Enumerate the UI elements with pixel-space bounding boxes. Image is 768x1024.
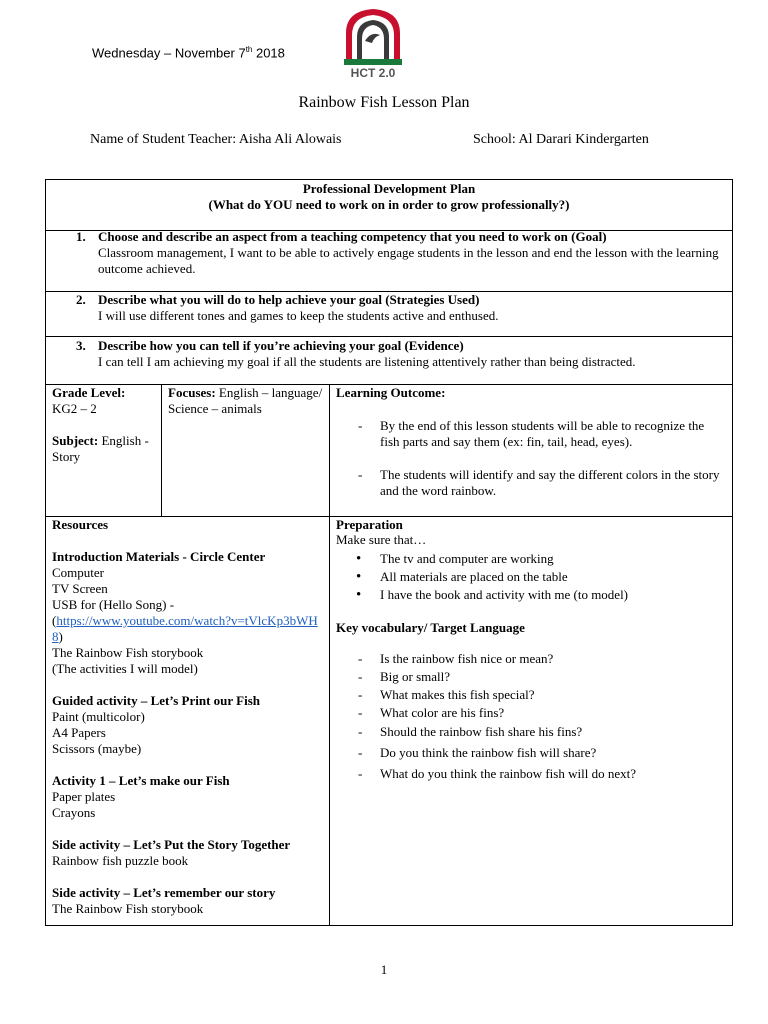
preparation-cell [330, 517, 732, 925]
pdp-item-title: Describe what you will do to help achieve your goal (Strategies Used) [98, 292, 480, 307]
side-activity1-heading: Side activity – Let’s Put the Story Together [52, 837, 291, 852]
pdp-item-goal [45, 230, 733, 292]
resource-item: A4 Papers [52, 725, 106, 740]
pdp-subheading: (What do YOU need to work on in order to grow professionally?) [208, 197, 570, 212]
focuses-cell [162, 385, 330, 516]
pdp-item-title: Choose and describe an aspect from a teaching competency that you need to work on (Goal) [98, 229, 607, 244]
vocabulary-item: - What makes this fish special? [336, 686, 726, 704]
resource-item: TV Screen [52, 581, 108, 596]
subject-value: English - Story [52, 433, 149, 464]
student-teacher-name: Name of Student Teacher: Aisha Ali Alowais [90, 132, 342, 147]
pdp-item-number: 2. [76, 292, 86, 307]
pdp-header [45, 179, 733, 231]
pdp-item-text: I can tell I am achieving my goal if all the students are listening attentively rather than being distracted. [98, 354, 636, 369]
outcome-list [336, 418, 726, 499]
focuses-value: English – language/ Science – animals [168, 385, 323, 416]
resources-heading: Resources [52, 517, 109, 532]
outcome-item: - By the end of this lesson students will be able to recognize the fish parts and say them (ex: fin, tail, head, eyes). [336, 418, 726, 450]
logo-text: HCT 2.0 [350, 66, 396, 80]
grade-cell [46, 385, 162, 516]
hello-song-link[interactable]: https://www.youtube.com/watch?v=tVlcKp3bWH8 [52, 613, 318, 644]
resource-item: Paint (multicolor) [52, 709, 145, 724]
resources-row [45, 516, 733, 926]
vocabulary-item: - Is the rainbow fish nice or mean? [336, 650, 726, 668]
hello-song-link-line: (https://www.youtube.com/watch?v=tVlcKp3bWH8) [52, 613, 318, 644]
outcome-label: Learning Outcome: [336, 385, 446, 400]
preparation-item: • I have the book and activity with me (to model) [336, 586, 726, 604]
pdp-item-text: Classroom management, I want to be able to actively engage students in the lesson and end the lesson with the learning outcome achieved. [98, 245, 719, 276]
hct-logo [338, 5, 408, 85]
school-name: School: Al Darari Kindergarten [473, 132, 649, 147]
subject-label: Subject: [52, 433, 99, 448]
grade-label: Grade Level: [52, 385, 126, 400]
pdp-item-strategies [45, 291, 733, 337]
side-activity2-heading: Side activity – Let’s remember our story [52, 885, 276, 900]
resource-item: The Rainbow Fish storybook [52, 645, 204, 660]
outcome-cell [330, 385, 732, 516]
vocabulary-item: - Do you think the rainbow fish will share? [336, 742, 726, 763]
focuses-label: Focuses: [168, 385, 216, 400]
pdp-item-number: 3. [76, 338, 86, 353]
vocabulary-item: - Big or small? [336, 668, 726, 686]
resource-item: (The activities I will model) [52, 661, 198, 676]
resource-item: The Rainbow Fish storybook [52, 901, 204, 916]
pdp-item-number: 1. [76, 229, 86, 244]
preparation-item: • The tv and computer are working [336, 550, 726, 568]
vocabulary-heading: Key vocabulary/ Target Language [336, 620, 525, 635]
page-number: 1 [380, 962, 388, 977]
resource-item: Paper plates [52, 789, 116, 804]
outcome-item: - The students will identify and say the different colors in the story and the word rainbow. [336, 467, 726, 499]
grade-value: KG2 – 2 [52, 401, 97, 416]
activity1-heading: Activity 1 – Let’s make our Fish [52, 773, 230, 788]
vocabulary-item: - What color are his fins? [336, 704, 726, 722]
page-title: Rainbow Fish Lesson Plan [298, 94, 470, 111]
pdp-heading: Professional Development Plan [302, 181, 476, 196]
vocabulary-item: - Should the rainbow fish share his fins? [336, 722, 726, 742]
vocabulary-item: - What do you think the rainbow fish will do next? [336, 763, 726, 784]
preparation-intro: Make sure that… [336, 532, 427, 547]
lesson-date: Wednesday – November 7th 2018 [92, 45, 285, 61]
resource-item: Rainbow fish puzzle book [52, 853, 189, 868]
intro-materials-heading: Introduction Materials - Circle Center [52, 549, 266, 564]
preparation-heading: Preparation [336, 517, 403, 532]
pdp-item-title: Describe how you can tell if you’re achieving your goal (Evidence) [98, 338, 464, 353]
resource-item: Computer [52, 565, 104, 580]
guided-activity-heading: Guided activity – Let’s Print our Fish [52, 693, 260, 708]
subject [52, 433, 155, 465]
pdp-item-text: I will use different tones and games to keep the students active and enthused. [98, 308, 499, 323]
pdp-item-evidence [45, 336, 733, 385]
preparation-list [336, 550, 726, 604]
resources-cell [46, 517, 330, 925]
info-row [45, 384, 733, 517]
resource-item: USB for (Hello Song) - [52, 597, 175, 612]
resource-item: Scissors (maybe) [52, 741, 142, 756]
vocabulary-list [336, 650, 726, 784]
preparation-item: • All materials are placed on the table [336, 568, 726, 586]
resource-item: Crayons [52, 805, 96, 820]
